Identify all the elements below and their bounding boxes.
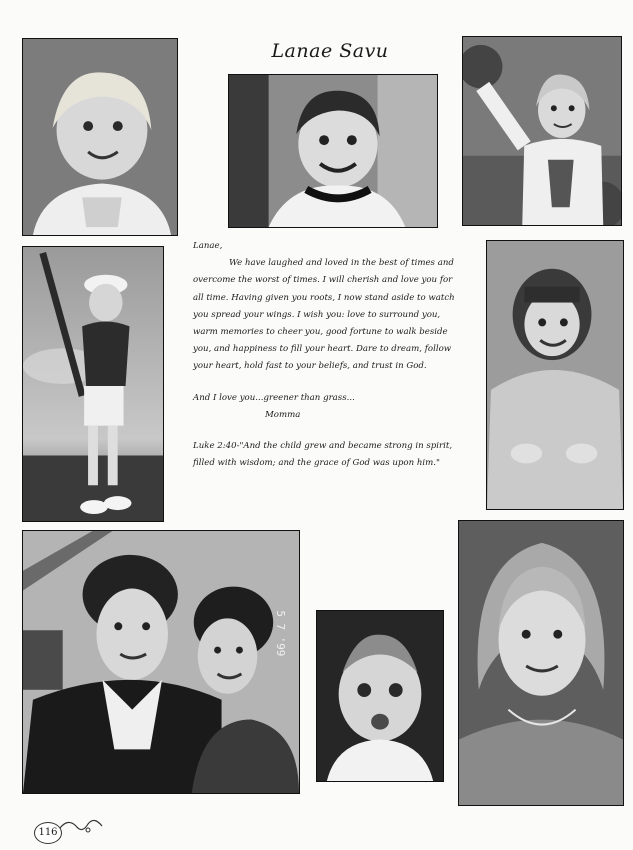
- letter-closing: And I love you...greener than grass...: [193, 392, 355, 403]
- letter-body: We have laughed and loved in the best of times and overcome the worst of times. I will cherish and love you for all time. Having given you roots, I now stand aside to watch you spread your wings. I wish you: love to surround you, warm memories to cheer you, good fortune to walk beside you, and happiness to fill your heart. Dare to dream, follow your heart, hold fast to your beliefs, and trust in God.: [193, 258, 455, 372]
- photo-baby: [316, 610, 444, 782]
- photo-girl-curls: [486, 240, 624, 510]
- bible-verse: Luke 2:40-"And the child grew and became strong in spirit, filled with wisdom; and the grace of God was upon him.": [193, 441, 453, 469]
- page-number: 116: [34, 822, 62, 844]
- photo-toddler-portrait: [22, 38, 178, 236]
- page-title: Lanae Savu: [271, 40, 389, 62]
- photo-date-stamp: 5 7 '99: [274, 610, 288, 657]
- photo-cheerleader: [462, 36, 622, 226]
- letter-salutation: Lanae,: [193, 241, 223, 251]
- decorative-swirl-icon: [58, 816, 104, 838]
- photo-prom-couple: [22, 530, 300, 794]
- photo-baseball-child: [22, 246, 164, 522]
- letter-signature: Momma: [265, 409, 301, 420]
- letter-text: [193, 238, 455, 472]
- photo-toddler-messy-face: [228, 74, 438, 228]
- photo-senior-portrait: [458, 520, 624, 806]
